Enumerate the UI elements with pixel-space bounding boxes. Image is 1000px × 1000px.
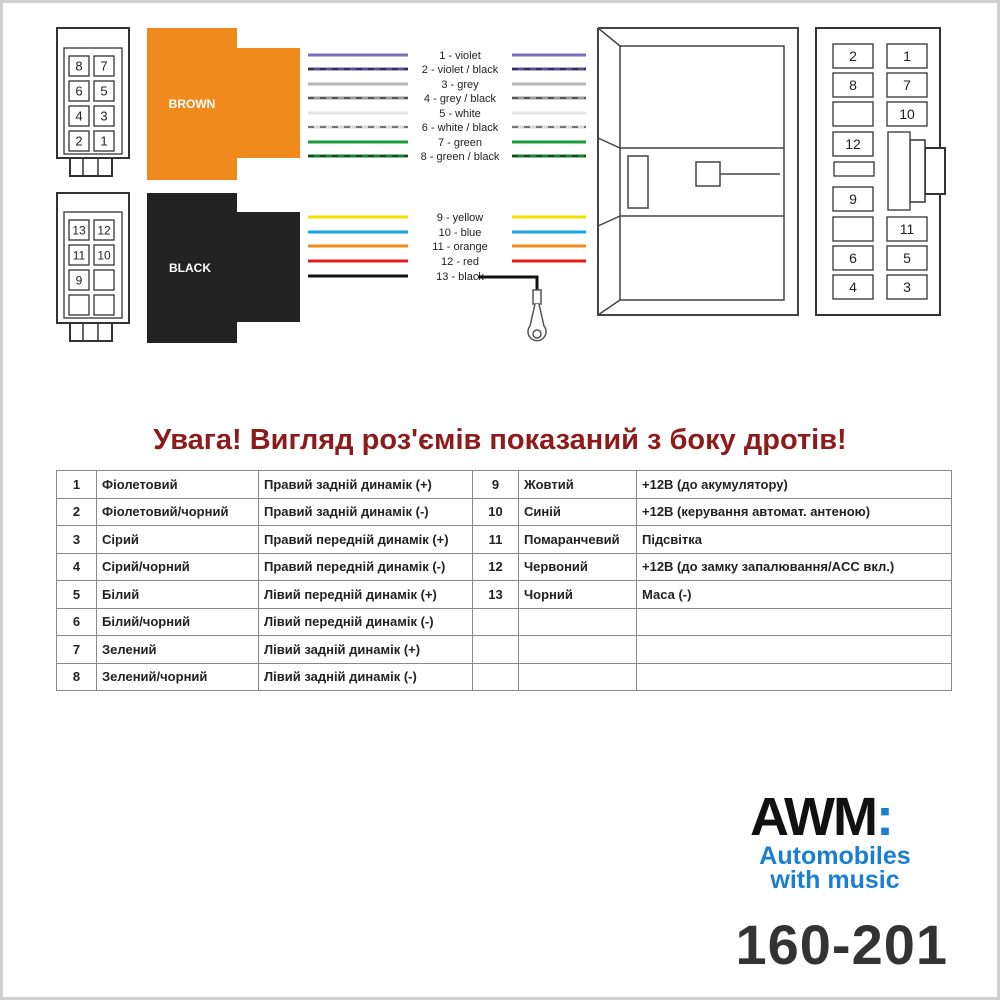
connector-b-outline — [57, 193, 129, 341]
wire-group — [308, 50, 586, 283]
table-row — [57, 526, 952, 554]
table-cell: 5 — [57, 581, 97, 609]
connector-a-pin-5-label: 5 — [100, 83, 108, 99]
connector-a-pin-8-label: 8 — [75, 58, 83, 74]
table-cell — [519, 608, 637, 636]
wire-label-13: 13 - black — [436, 271, 484, 283]
table-cell: 4 — [57, 553, 97, 581]
pinout-table — [56, 470, 952, 691]
table-cell — [519, 663, 637, 691]
table-cell: Помаранчевий — [519, 526, 637, 554]
table-row — [57, 663, 952, 691]
table-cell — [637, 663, 952, 691]
table-cell: Жовтий — [519, 471, 637, 499]
table-cell: +12В (керування автомат. антеною) — [637, 498, 952, 526]
table-cell: 10 — [473, 498, 519, 526]
head-unit-pin-2-label: 2 — [849, 48, 857, 65]
table-cell: Фіолетовий/чорний — [97, 498, 259, 526]
table-cell — [473, 636, 519, 664]
head-unit-pin-8-label: 8 — [849, 77, 857, 94]
head-unit-pin-1-label: 1 — [903, 48, 911, 65]
head-unit-housing — [598, 28, 798, 315]
connector-b-pin-empty — [69, 295, 89, 315]
table-cell: Сірий/чорний — [97, 553, 259, 581]
connector-b-pin-empty — [94, 270, 114, 290]
table-cell: Правий задній динамік (-) — [259, 498, 473, 526]
connector-b-pin-12-label: 12 — [97, 223, 111, 238]
head-unit-pin-9-label: 9 — [849, 191, 857, 208]
ground-ring-terminal — [478, 277, 546, 341]
table-cell: Правий передній динамік (+) — [259, 526, 473, 554]
table-cell: Лівий передній динамік (-) — [259, 608, 473, 636]
table-row — [57, 553, 952, 581]
wire-label-3: 3 - grey — [441, 79, 479, 91]
table-cell: Зелений/чорний — [97, 663, 259, 691]
table-cell: 7 — [57, 636, 97, 664]
connector-a-pin-3-label: 3 — [100, 108, 108, 124]
connector-a-outline — [57, 28, 129, 176]
connector-a-pin-7-label: 7 — [100, 58, 108, 74]
table-cell: Сірий — [97, 526, 259, 554]
head-unit-pin-3-label: 3 — [903, 279, 911, 296]
table-cell — [473, 663, 519, 691]
table-cell: 8 — [57, 663, 97, 691]
wire-label-9: 9 - yellow — [436, 212, 484, 224]
head-unit-pin-grid — [816, 28, 945, 315]
connector-b-pin-9-label: 9 — [75, 273, 83, 288]
table-cell: Правий передній динамік (-) — [259, 553, 473, 581]
table-cell: Білий/чорний — [97, 608, 259, 636]
wire-label-1: 1 - violet — [439, 50, 481, 62]
table-cell: Лівий задній динамік (+) — [259, 636, 473, 664]
table-cell — [637, 636, 952, 664]
awm-logo — [740, 787, 940, 894]
wire-label-11: 11 - orange — [432, 241, 488, 253]
logo-mark-text: AWM — [750, 787, 876, 847]
connector-b-pin-11-label: 11 — [72, 248, 86, 263]
table-cell: 3 — [57, 526, 97, 554]
table-cell: Білий — [97, 581, 259, 609]
table-cell: 6 — [57, 608, 97, 636]
table-row — [57, 581, 952, 609]
head-unit-pin-empty — [833, 102, 873, 126]
head-unit-pin-10-label: 10 — [899, 106, 915, 123]
table-row — [57, 498, 952, 526]
table-cell: Синій — [519, 498, 637, 526]
table-cell: Правий задній динамік (+) — [259, 471, 473, 499]
table-cell — [637, 608, 952, 636]
wire-label-12: 12 - red — [441, 256, 479, 268]
head-unit-pin-6-label: 6 — [849, 250, 857, 267]
head-unit-pin-5-label: 5 — [903, 250, 911, 267]
table-cell: +12В (до акумулятору) — [637, 471, 952, 499]
head-unit-pin-12-label: 12 — [845, 136, 861, 153]
warning-heading: Увага! Вигляд роз'ємів показаний з боку дротів! — [153, 424, 847, 456]
wire-label-5: 5 - white — [439, 108, 481, 120]
table-row — [57, 608, 952, 636]
plug-bodies — [147, 28, 300, 343]
wire-label-2: 2 - violet / black — [421, 64, 499, 76]
table-cell: +12В (до замку запалювання/ACC вкл.) — [637, 553, 952, 581]
wiring-diagram — [0, 0, 1000, 360]
head-unit-pin-11-label: 11 — [899, 221, 915, 238]
table-cell: 1 — [57, 471, 97, 499]
table-cell — [519, 636, 637, 664]
wire-label-7: 7 - green — [437, 137, 483, 149]
connector-a-pin-6-label: 6 — [75, 83, 83, 99]
table-cell: Лівий задній динамік (-) — [259, 663, 473, 691]
black-plug-neck — [236, 212, 300, 322]
connector-b-pin-13-label: 13 — [72, 223, 86, 238]
table-cell: 12 — [473, 553, 519, 581]
black-plug-label: BLACK — [169, 261, 211, 275]
head-unit-pin-4-label: 4 — [849, 279, 857, 296]
wire-label-10: 10 - blue — [438, 227, 482, 239]
table-cell: Червоний — [519, 553, 637, 581]
table-cell: Підсвітка — [637, 526, 952, 554]
logo-tagline-2: with music — [770, 866, 900, 894]
model-number: 160-201 — [735, 913, 948, 976]
table-cell: 11 — [473, 526, 519, 554]
head-unit-pin-empty — [833, 217, 873, 241]
table-cell: 13 — [473, 581, 519, 609]
connector-b-pin-empty — [94, 295, 114, 315]
connector-a-pin-1-label: 1 — [100, 133, 108, 149]
table-cell — [473, 608, 519, 636]
wire-label-4: 4 - grey / black — [423, 93, 497, 105]
connector-b-pin-10-label: 10 — [97, 248, 111, 263]
table-row — [57, 471, 952, 499]
logo-tagline-1: Automobiles — [759, 842, 911, 870]
table-row — [57, 636, 952, 664]
table-cell: 9 — [473, 471, 519, 499]
table-cell: 2 — [57, 498, 97, 526]
connector-a-pin-4-label: 4 — [75, 108, 83, 124]
brown-plug-label: BROWN — [168, 97, 216, 111]
wire-label-8: 8 - green / black — [420, 151, 500, 163]
brown-plug-neck — [236, 48, 300, 158]
table-cell: Лівий передній динамік (+) — [259, 581, 473, 609]
table-cell: Чорний — [519, 581, 637, 609]
table-cell: Зелений — [97, 636, 259, 664]
table-cell: Маса (-) — [637, 581, 952, 609]
table-cell: Фіолетовий — [97, 471, 259, 499]
wire-label-6: 6 - white / black — [421, 122, 499, 134]
head-unit-pin-7-label: 7 — [903, 77, 911, 94]
logo-colon: : — [875, 787, 892, 847]
connector-a-pin-2-label: 2 — [75, 133, 83, 149]
